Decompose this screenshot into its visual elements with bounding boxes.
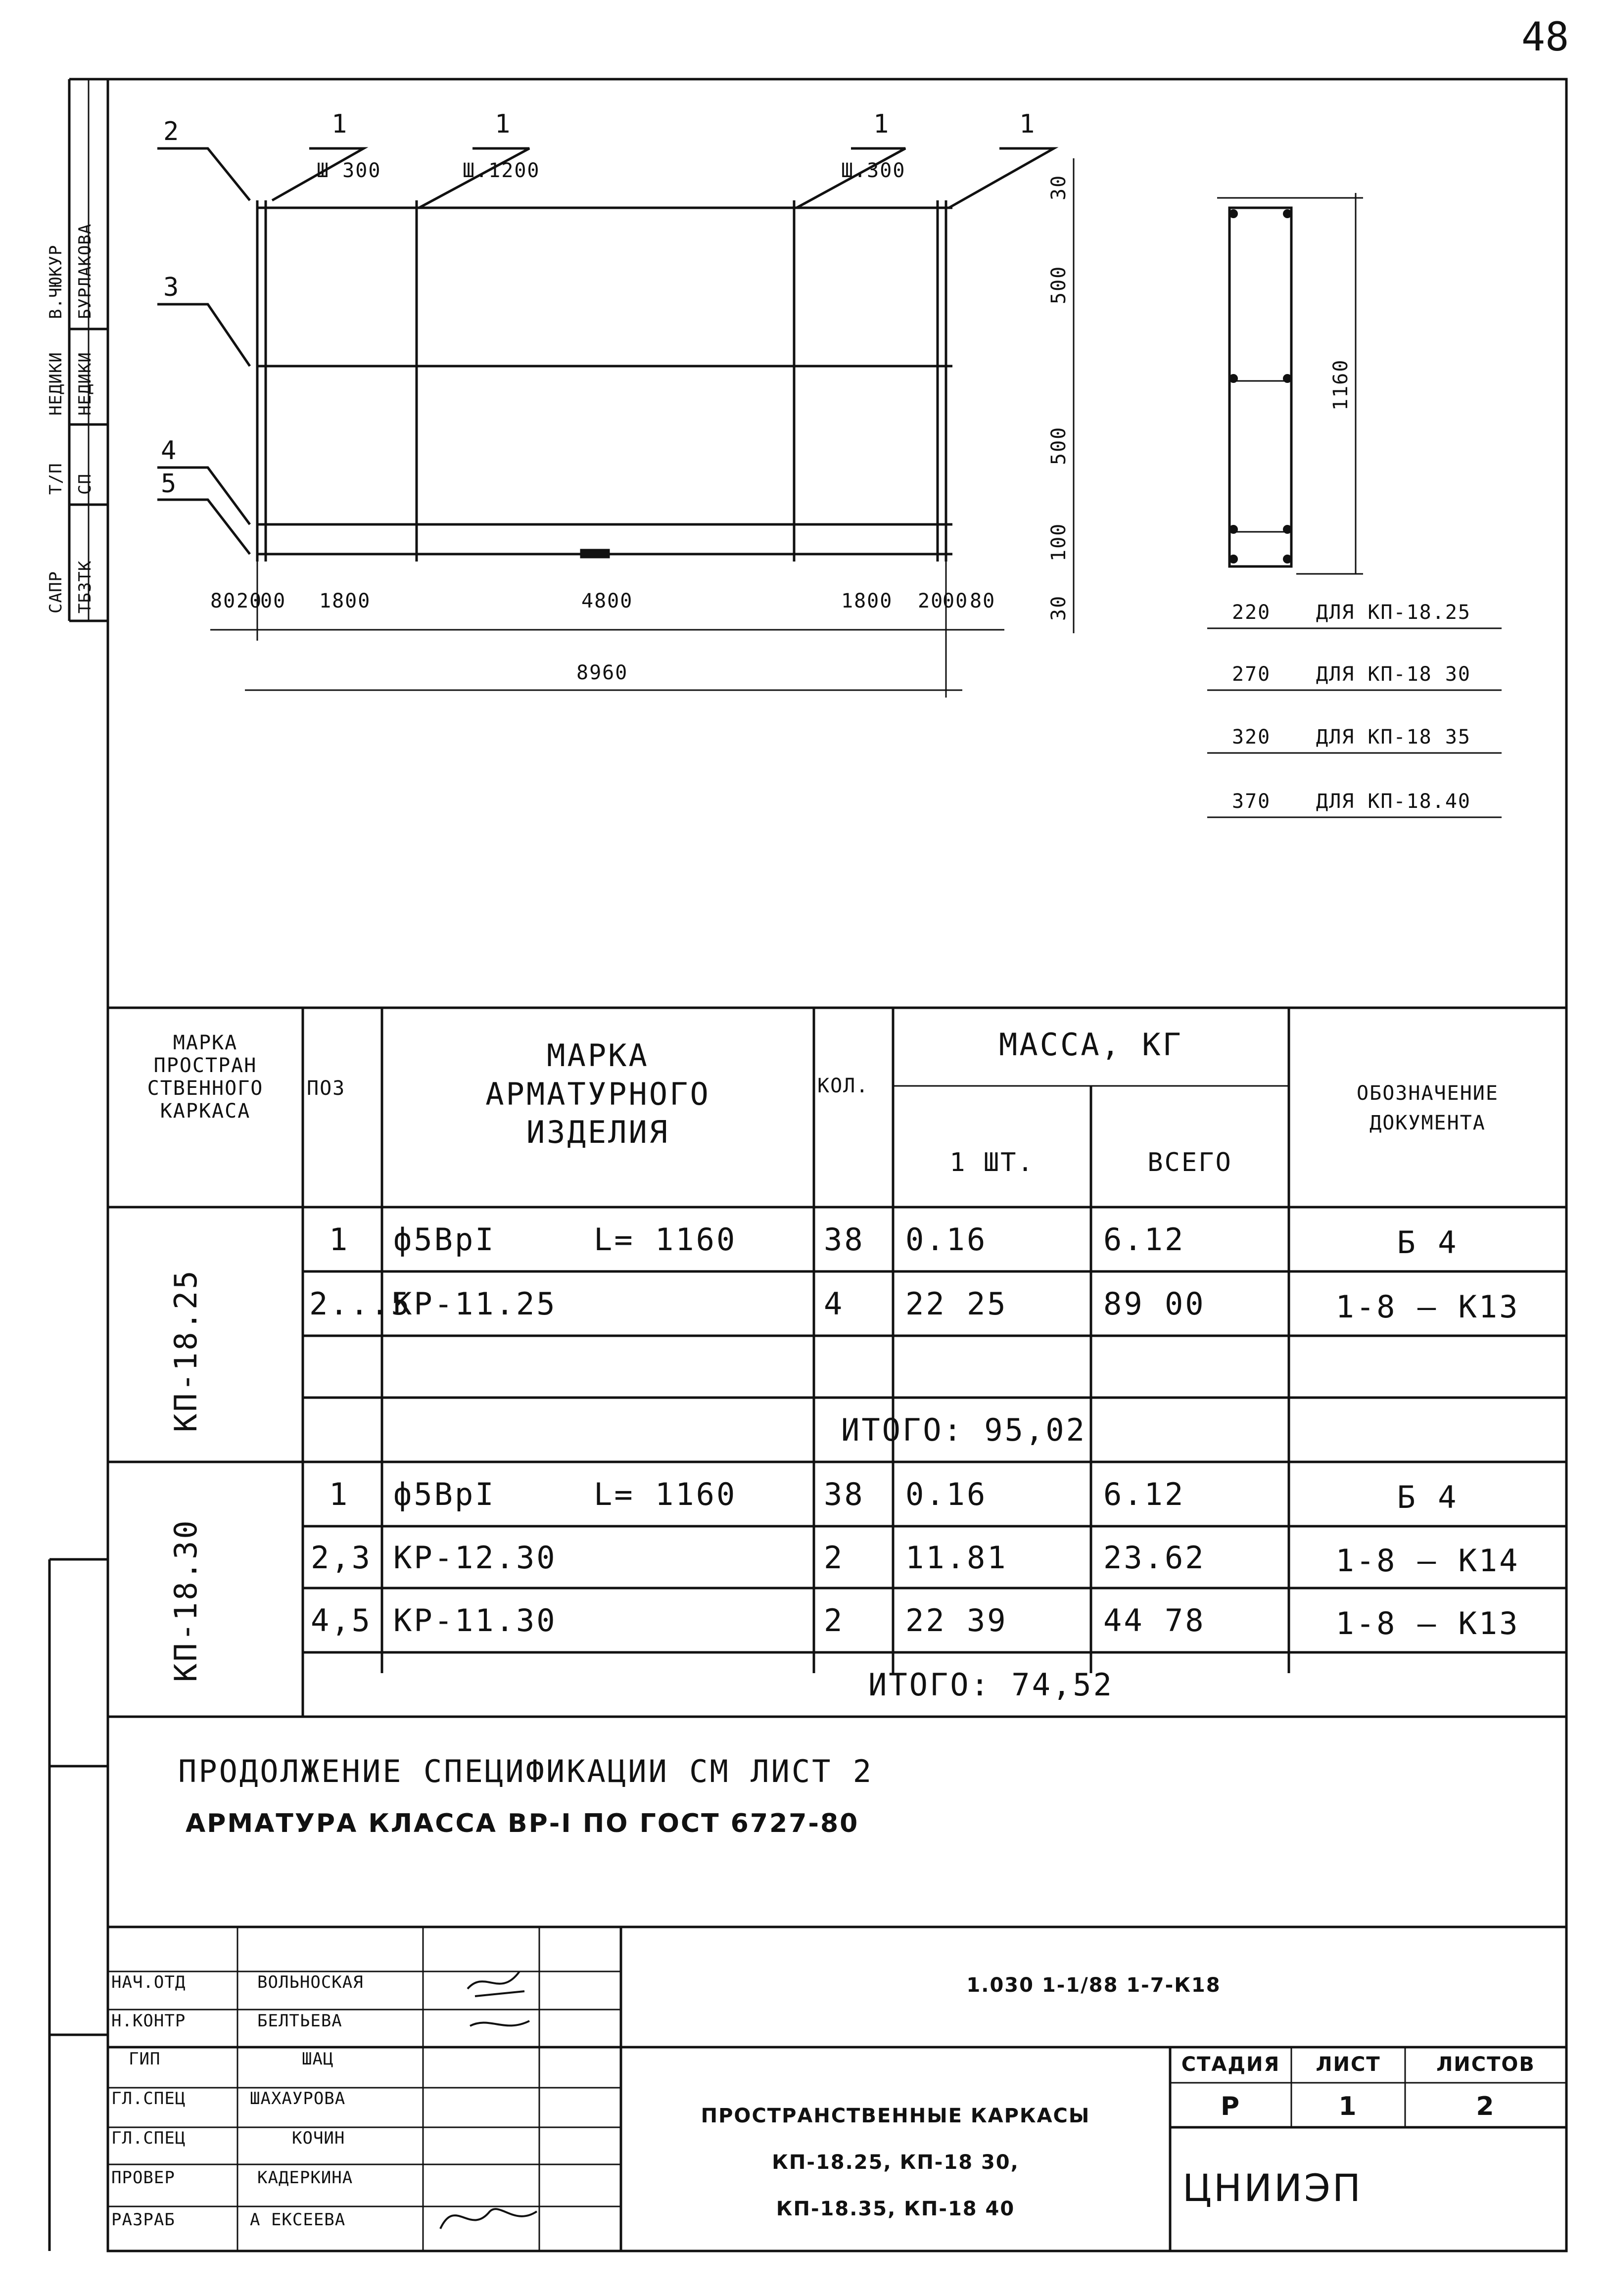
header-mass-one: 1 ШТ.	[949, 1148, 1035, 1177]
dim-label: 20	[918, 590, 944, 612]
sheet-number: 48	[1521, 14, 1569, 60]
dim-label: 500	[1047, 426, 1070, 465]
overall-dim: 8960	[576, 661, 628, 684]
dim-label: 00	[943, 590, 969, 612]
dim-label: 30	[1047, 174, 1070, 200]
cell-product: КР-11.30	[393, 1602, 557, 1639]
group-name: КП-18.25	[168, 1268, 204, 1432]
cell-total: 6.12	[1103, 1221, 1185, 1258]
cell-total: 23.62	[1103, 1540, 1206, 1576]
cell-qty: 38	[824, 1476, 865, 1512]
dim-label: 80	[970, 590, 996, 612]
cell-length: L= 1160	[594, 1221, 737, 1258]
tb-name: БЕЛТЬЕВА	[257, 2011, 342, 2031]
callout-number: 1	[1019, 109, 1037, 139]
cell-product: КР-11.25	[393, 1286, 557, 1322]
spacing-label: Ш.300	[841, 159, 906, 182]
header-mass: МАССА, КГ	[999, 1027, 1183, 1063]
note-continuation: ПРОДОЛЖЕНИЕ СПЕЦИФИКАЦИИ СМ ЛИСТ 2	[178, 1753, 874, 1789]
sheet-label: ЛИСТ	[1316, 2053, 1381, 2076]
variant-label: ДЛЯ КП-18.25	[1316, 601, 1471, 624]
strip-label: БУРЛАКОВА	[75, 223, 95, 319]
strip-label: НЕДИКИ	[46, 352, 66, 416]
header-pos: ПОЗ	[307, 1077, 346, 1100]
cell-one: 0.16	[905, 1221, 988, 1258]
callout-number: 3	[163, 273, 181, 302]
cell-doc: 1-8 — К14	[1335, 1543, 1520, 1579]
dim-label: 00	[260, 590, 286, 612]
note-reinforcement: АРМАТУРА КЛАССА ВР-I ПО ГОСТ 6727-80	[186, 1809, 859, 1838]
spacing-label: Ш.1200	[463, 159, 540, 182]
variant-dim: 270	[1232, 663, 1271, 686]
tb-role: Н.КОНТР	[111, 2011, 186, 2031]
stage-value: Р	[1220, 2092, 1241, 2121]
header-mark: МАРКА ПРОСТРАН СТВЕННОГО КАРКАСА	[147, 1031, 264, 1123]
tb-role: ПРОВЕР	[111, 2168, 175, 2188]
stage-label: СТАДИЯ	[1181, 2053, 1280, 2076]
variant-dim: 320	[1232, 726, 1271, 749]
tb-role: ГЛ.СПЕЦ	[111, 2128, 186, 2148]
cell-pos: 1	[329, 1221, 350, 1258]
cell-pos: 2,3	[311, 1540, 372, 1576]
variant-label: ДЛЯ КП-18 35	[1316, 726, 1471, 749]
variant-dim: 220	[1232, 601, 1271, 624]
document-code: 1.030 1-1/88 1-7-К18	[966, 1974, 1221, 1997]
cell-qty: 38	[824, 1221, 865, 1258]
sheets-value: 2	[1476, 2092, 1496, 2121]
cell-doc: Б 4	[1397, 1224, 1459, 1261]
document-title: ПРОСТРАНСТВЕННЫЕ КАРКАСЫ КП-18.25, КП-18 30, КП-18.35, КП-18 40	[701, 2105, 1090, 2220]
cell-product: ф5ВрI	[393, 1476, 496, 1512]
cell-qty: 2	[824, 1540, 845, 1576]
header-qty: КОЛ.	[817, 1075, 869, 1097]
cell-pos: 4,5	[311, 1602, 372, 1639]
cell-total: 6.12	[1103, 1476, 1185, 1512]
spacing-label: Ш 300	[317, 159, 381, 182]
cell-doc: Б 4	[1397, 1479, 1459, 1515]
cell-pos: 1	[329, 1476, 350, 1512]
variant-label: ДЛЯ КП-18.40	[1316, 790, 1471, 813]
header-mass-total: ВСЕГО	[1147, 1148, 1232, 1177]
cell-one: 11.81	[905, 1540, 1008, 1576]
cell-total: 44 78	[1103, 1602, 1206, 1639]
tb-role: РАЗРАБ	[111, 2210, 175, 2230]
cell-doc: 1-8 — К13	[1335, 1289, 1520, 1325]
strip-label: СП	[75, 473, 95, 495]
group-name: КП-18.30	[168, 1518, 204, 1682]
callout-number: 2	[163, 117, 181, 146]
strip-label: Т/П	[46, 463, 66, 495]
dim-label: 1800	[319, 590, 371, 612]
cell-qty: 2	[824, 1602, 845, 1639]
callout-number: 1	[331, 109, 349, 139]
dim-label: 30	[1047, 595, 1070, 621]
strip-label: В.ЧЮКУР	[46, 244, 66, 319]
callout-number: 5	[161, 469, 178, 499]
tb-name: ШАХАУРОВА	[250, 2089, 346, 2109]
cell-doc: 1-8 — К13	[1335, 1605, 1520, 1641]
variant-label: ДЛЯ КП-18 30	[1316, 663, 1471, 686]
dim-label: 1800	[841, 590, 893, 612]
sheet-value: 1	[1338, 2092, 1358, 2121]
strip-label: САПР	[46, 571, 66, 613]
tb-name: ШАЦ	[302, 2049, 334, 2069]
section-height: 1160	[1329, 359, 1352, 411]
cell-pos: 2...5	[309, 1286, 412, 1322]
dim-label: 20	[236, 590, 263, 612]
sheets-label: ЛИСТОВ	[1436, 2053, 1535, 2076]
callout-number: 1	[495, 109, 512, 139]
tb-name: КАДЕРКИНА	[257, 2168, 353, 2188]
cell-one: 22 39	[905, 1602, 1008, 1639]
dim-label: 100	[1047, 522, 1070, 562]
tb-role: НАЧ.ОТД	[111, 1972, 186, 1992]
dim-label: 500	[1047, 265, 1070, 304]
callout-number: 4	[161, 436, 178, 466]
strip-label: НЕДИКИ	[75, 352, 95, 416]
variant-dim: 370	[1232, 790, 1271, 813]
tb-role: ГЛ.СПЕЦ	[111, 2089, 186, 2109]
group-total: ИТОГО: 95,02	[841, 1412, 1086, 1448]
cell-qty: 4	[824, 1286, 845, 1322]
cell-one: 22 25	[905, 1286, 1008, 1322]
group-total: ИТОГО: 74,52	[868, 1667, 1114, 1703]
cell-total: 89 00	[1103, 1286, 1206, 1322]
cell-product: ф5ВрI	[393, 1221, 496, 1258]
header-product: МАРКА АРМАТУРНОГО ИЗДЕЛИЯ	[485, 1037, 710, 1150]
strip-label: ТБ3ТК	[75, 560, 95, 613]
dim-label: 4800	[581, 590, 633, 612]
callout-number: 1	[873, 109, 891, 139]
cell-length: L= 1160	[594, 1476, 737, 1512]
header-doc: ОБОЗНАЧЕНИЕ ДОКУМЕНТА	[1357, 1082, 1499, 1134]
tb-name: ВОЛЬНОСКАЯ	[257, 1972, 364, 1992]
cell-product: КР-12.30	[393, 1540, 557, 1576]
tb-name: КОЧИН	[292, 2128, 345, 2148]
dim-label: 80	[210, 590, 236, 612]
cell-one: 0.16	[905, 1476, 988, 1512]
tb-name: А ЕКСЕЕВА	[250, 2210, 346, 2230]
organization: ЦНИИЭП	[1182, 2166, 1363, 2210]
tb-role: ГИП	[129, 2049, 161, 2069]
